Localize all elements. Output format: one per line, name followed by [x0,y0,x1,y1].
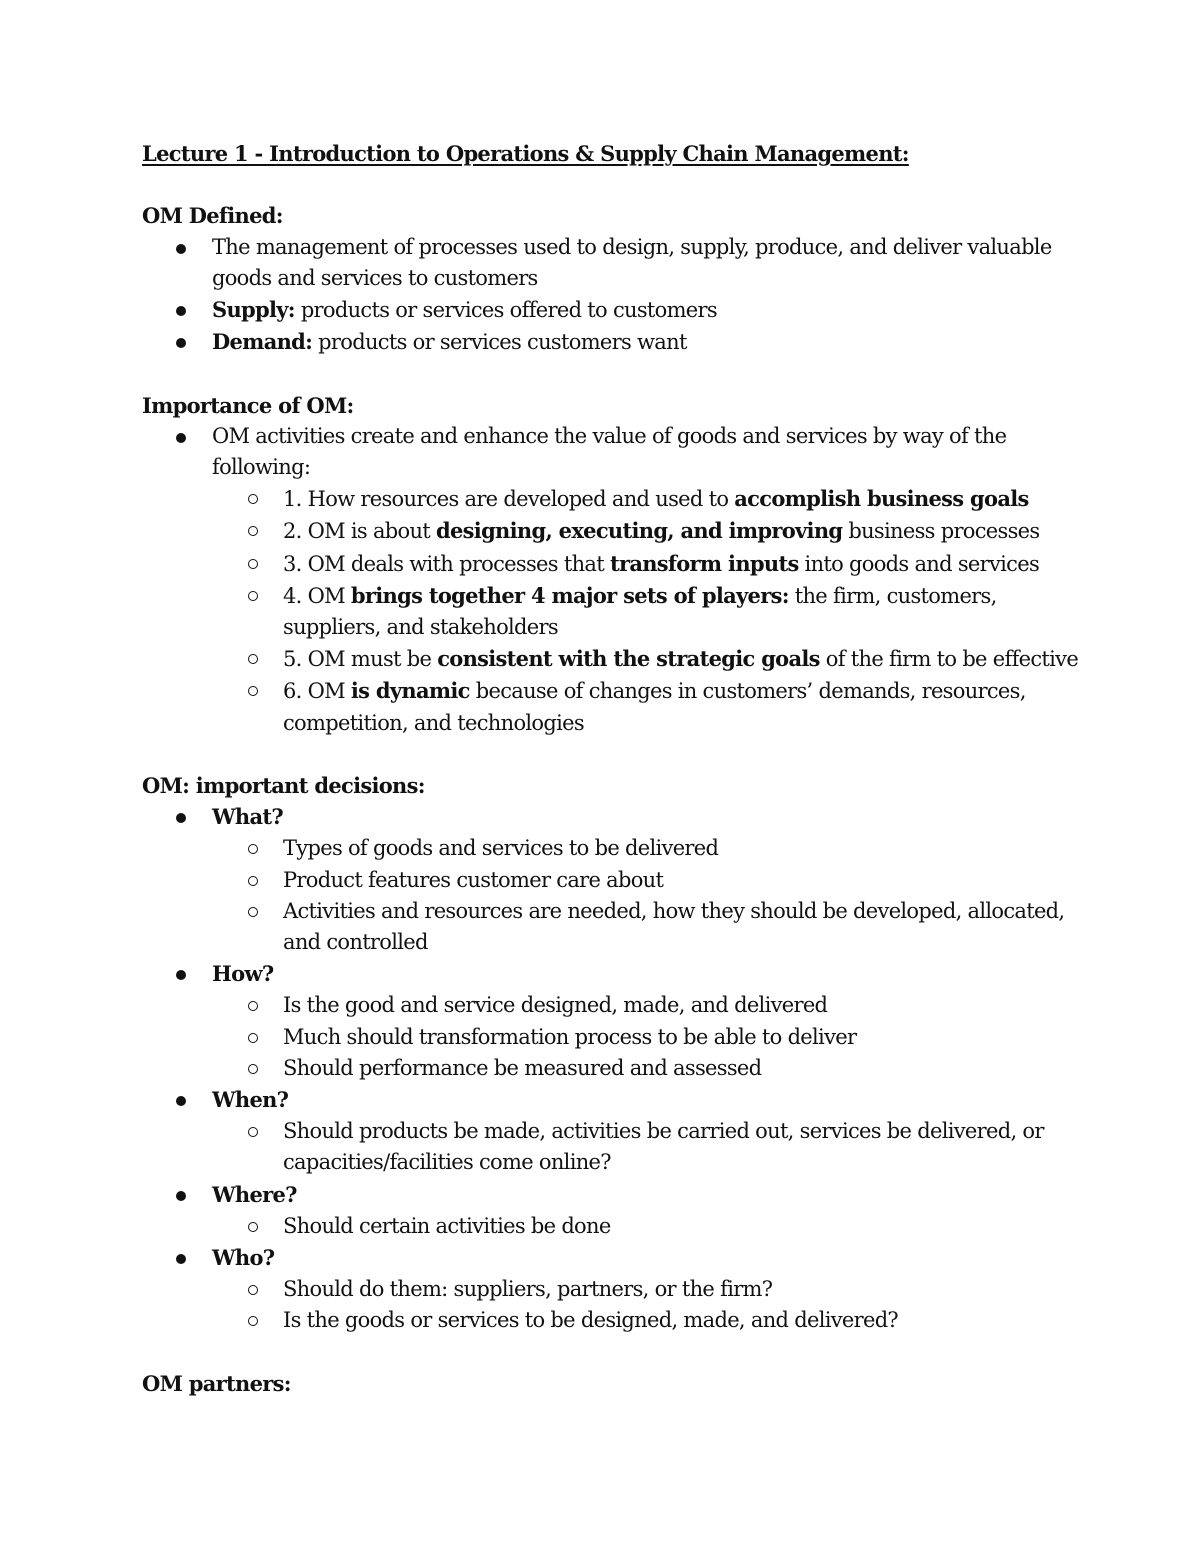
bullet-item [142,801,1082,833]
bullet-item [142,1179,1082,1211]
item-text: 2. OM is about [283,519,437,544]
item-text: Product features customer care about [283,867,664,892]
bullet-item [142,1242,1082,1274]
item-text: Is the goods or services to be designed, made, and delivered? [283,1308,898,1333]
item-text: Is the good and service designed, made, and delivered [283,993,828,1018]
document-page [142,138,1082,1399]
item-text: Types of goods and services to be delivered [283,836,719,861]
blank-line [142,169,1082,200]
bold-text: Where? [212,1181,297,1207]
bullet-item [142,232,1082,294]
item-text: into goods and services [798,551,1040,576]
bullet-item [142,421,1082,483]
item-text: products or services customers want [312,330,687,355]
sub-bullet-item [142,580,1082,643]
bullet-item [142,1084,1082,1116]
bold-text: What? [212,804,283,830]
bold-text: designing, executing, and improving [436,518,843,544]
sub-bullet-item [142,990,1082,1021]
document-title: Lecture 1 - Introduction to Operations & Supply Chain Management: [142,141,909,166]
blank-line [142,739,1082,770]
bullet-item [142,326,1082,358]
item-text: products or services offered to customers [294,298,717,322]
item-text: Should products be made, activities be carried out, services be delivered, or capacities/facilities come online? [283,1119,1044,1175]
item-text: 1. How resources are developed and used to [283,487,735,512]
bold-text: When? [212,1087,289,1113]
sub-bullet-item [142,1022,1082,1053]
bold-text: Supply: [212,297,295,322]
item-text: 4. OM [283,583,351,608]
sub-bullet-item [142,1211,1082,1242]
item-text: OM activities create and enhance the value of goods and services by way of the following: [212,423,1007,479]
item-text: Should do them: suppliers, partners, or the firm? [283,1277,773,1302]
item-text: The management of processes used to design, supply, produce, and deliver valuable goods and services to customers [212,234,1052,290]
item-text: 5. OM must be [283,647,438,672]
bold-text: is dynamic [350,678,470,704]
section-heading: OM: important decisions: [142,773,425,799]
bold-text: brings together 4 major sets of players: [350,582,789,608]
blank-line [142,1337,1082,1368]
sub-bullet-item [142,1274,1082,1305]
sub-bullet-item [142,833,1082,864]
bold-text: accomplish business goals [734,486,1029,512]
sub-bullet-item [142,548,1082,580]
blank-line [142,358,1082,389]
item-text: because of changes in customers’ demands, resources, competition, and technologies [283,679,1026,735]
section-heading: OM Defined: [142,203,283,229]
bullet-item [142,958,1082,990]
section-heading: OM partners: [142,1370,291,1396]
item-text: Activities and resources are needed, how they should be developed, allocated, and controlled [283,898,1065,955]
item-text: of the firm to be effective [819,647,1079,672]
item-text: 6. OM [283,679,351,704]
sub-bullet-item [142,865,1082,896]
bold-text: Who? [212,1245,275,1271]
sub-bullet-item [142,515,1082,547]
bold-text: Demand: [212,329,313,355]
item-text: the firm, customers, suppliers, and stakeholders [283,583,997,640]
item-text: business processes [842,519,1040,544]
document-body [142,169,1082,1399]
sub-bullet-item [142,1053,1082,1084]
sub-bullet-item [142,643,1082,675]
bold-text: consistent with the strategic goals [437,646,820,672]
bullet-item [142,294,1082,326]
sub-bullet-item [142,1305,1082,1336]
section-heading: Importance of OM: [142,392,354,418]
item-text: Should performance be measured and assessed [283,1055,762,1080]
item-text: Should certain activities be done [283,1213,611,1238]
item-text: Much should transformation process to be able to deliver [283,1024,857,1049]
sub-bullet-item [142,483,1082,515]
bold-text: How? [212,961,274,987]
item-text: 3. OM deals with processes that [283,551,610,576]
bold-text: transform inputs [609,550,799,576]
sub-bullet-item [142,1116,1082,1178]
sub-bullet-item [142,896,1082,958]
sub-bullet-item [142,675,1082,738]
